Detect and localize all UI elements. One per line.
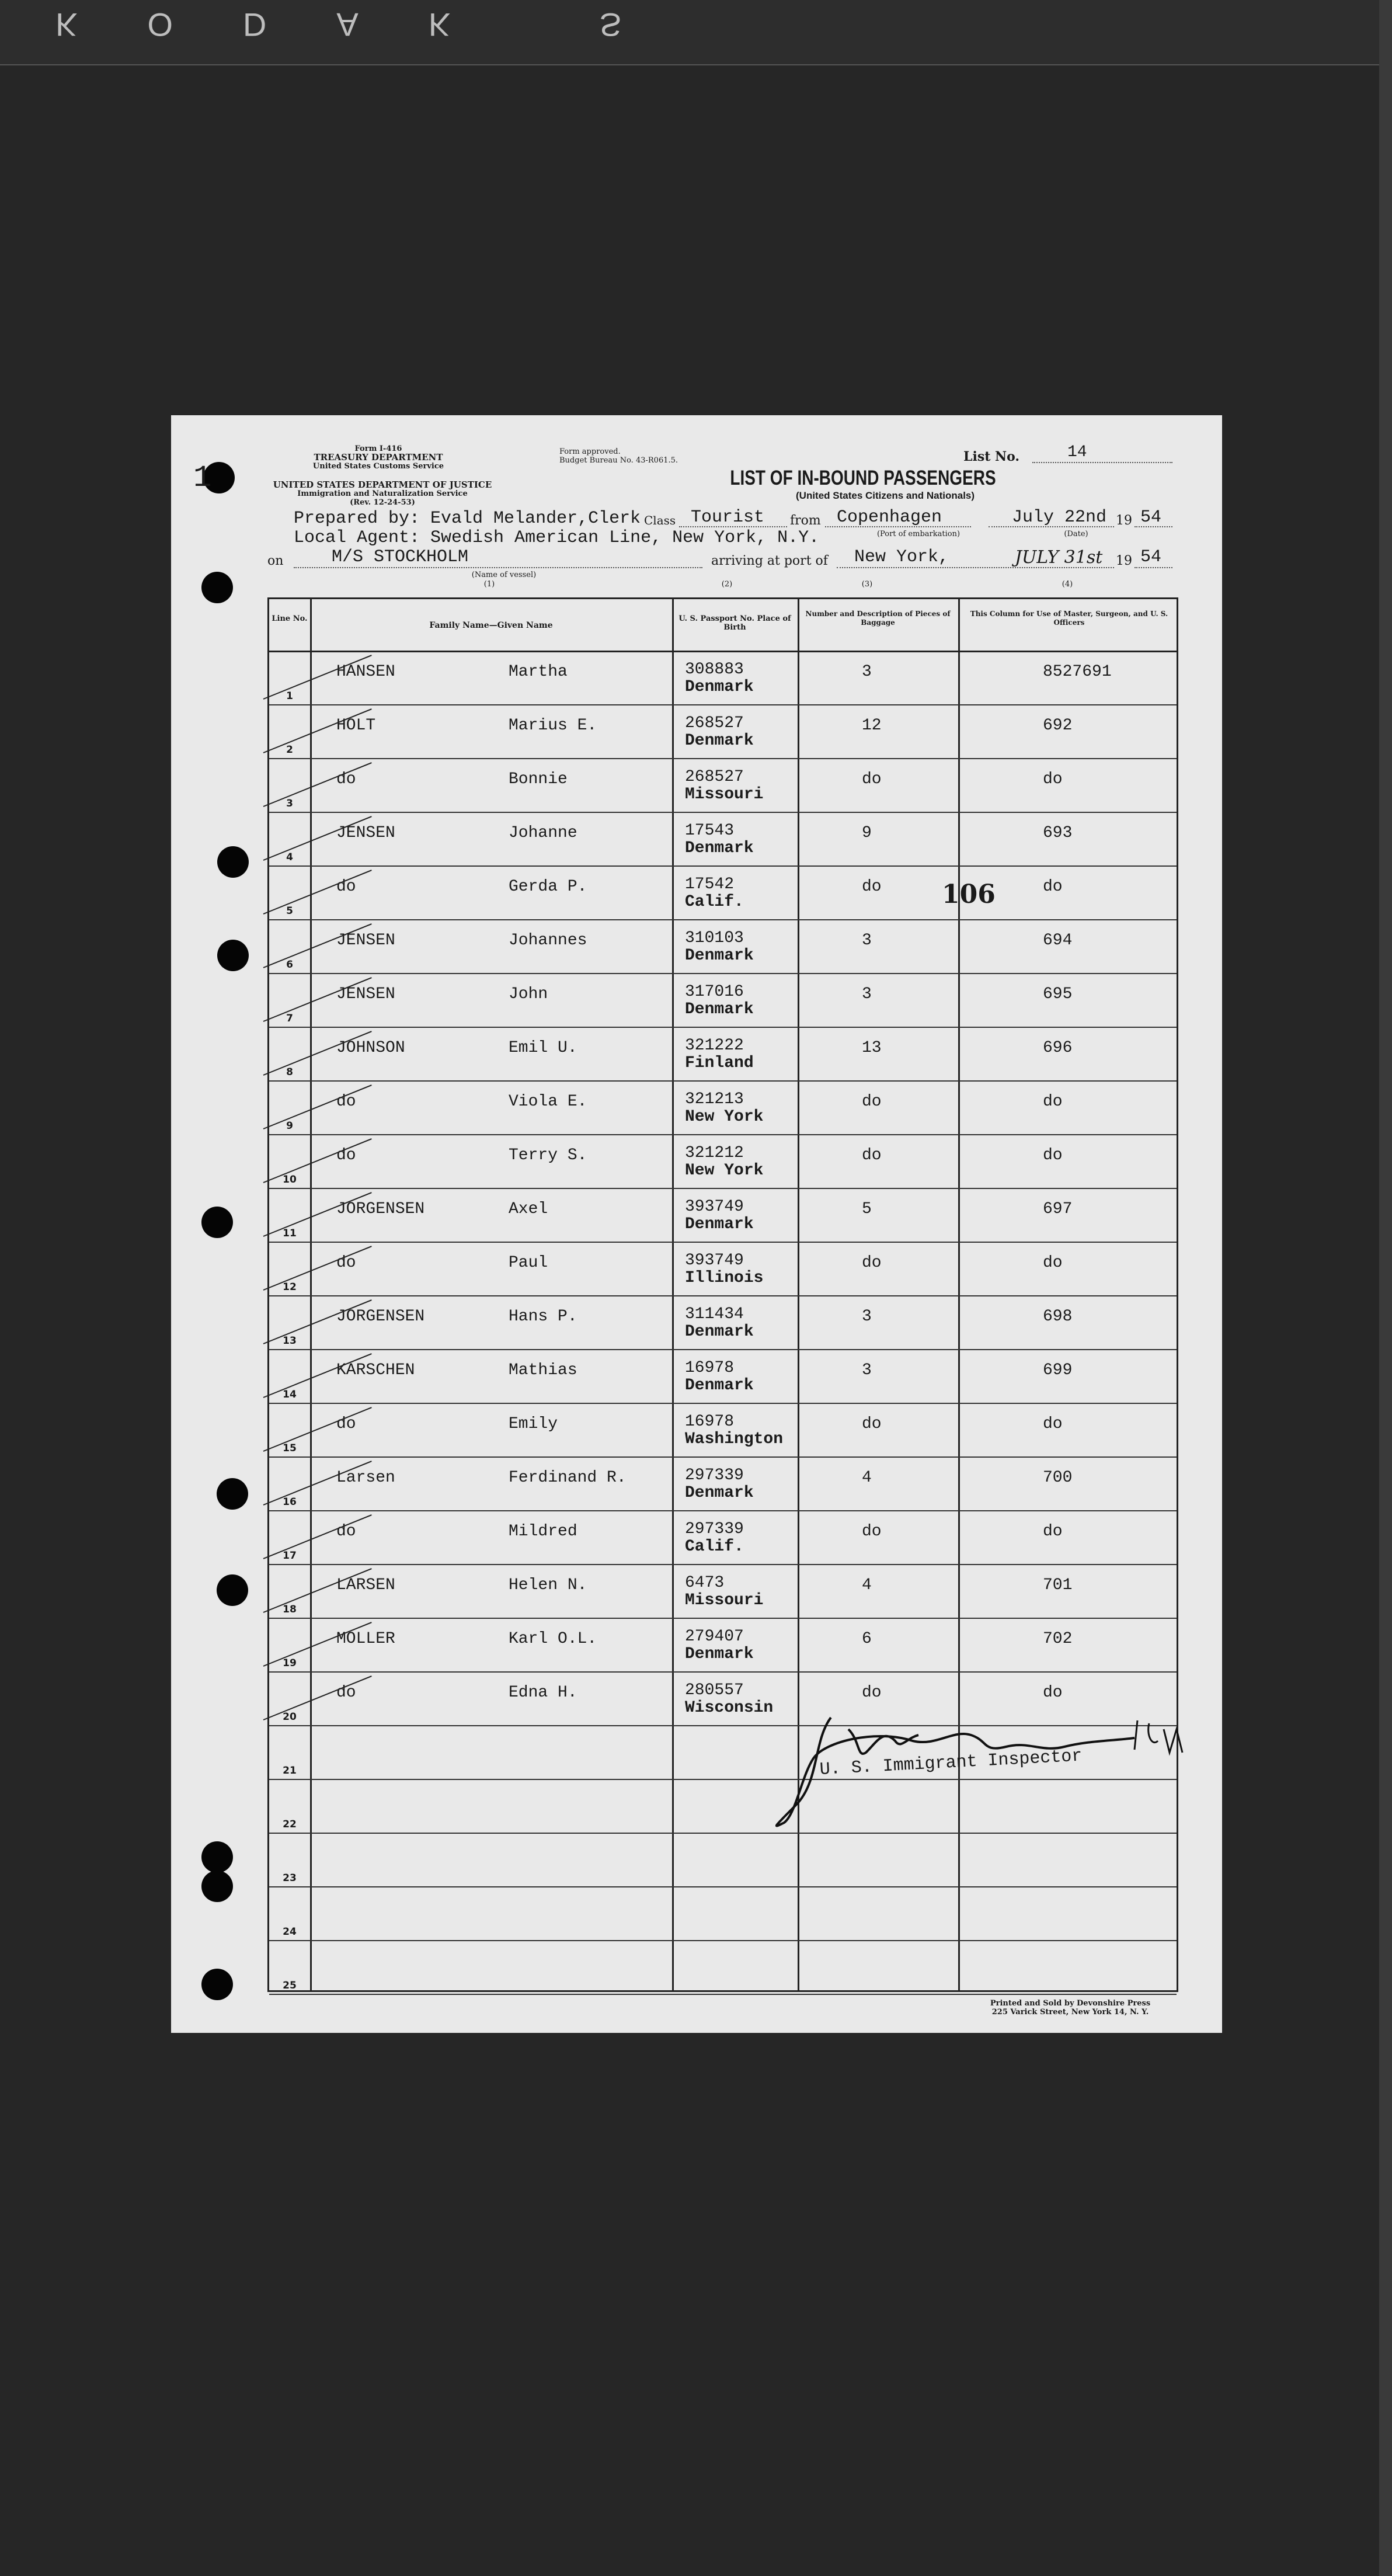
list-no-value: 14 bbox=[1067, 443, 1087, 461]
given-name: Terry S. bbox=[509, 1146, 587, 1164]
given-name: Axel bbox=[509, 1200, 548, 1218]
arrival-year-prefix: 19 bbox=[1116, 554, 1132, 568]
family-name: LARSEN bbox=[336, 1576, 395, 1594]
table-row bbox=[269, 1510, 1177, 1564]
passport-number: 321212 bbox=[685, 1144, 744, 1162]
table-row bbox=[269, 1940, 1177, 1994]
punch-hole bbox=[217, 1478, 248, 1510]
baggage-count: 13 bbox=[862, 1039, 882, 1057]
family-name: MOLLER bbox=[336, 1630, 395, 1648]
line-number: 15 bbox=[283, 1442, 297, 1454]
line-number: 5 bbox=[286, 905, 293, 917]
family-name: JORGENSEN bbox=[336, 1200, 425, 1218]
form-approved: Form approved. Budget Bureau No. 43-R061.5. bbox=[559, 447, 678, 465]
line-number: 22 bbox=[283, 1819, 297, 1830]
vessel-name: M/S STOCKHOLM bbox=[332, 547, 469, 567]
passport-number: 297339 bbox=[685, 1520, 744, 1538]
officer-entry: 700 bbox=[1043, 1469, 1073, 1487]
on-label: on bbox=[267, 554, 284, 568]
inspector-label: U. S. Immigrant Inspector bbox=[819, 1746, 1083, 1780]
line-number: 6 bbox=[286, 959, 293, 971]
place-of-birth: Denmark bbox=[685, 732, 754, 750]
given-name: Marius E. bbox=[509, 717, 597, 735]
punch-hole bbox=[201, 1969, 233, 2000]
line-number: 17 bbox=[283, 1550, 297, 1562]
passport-number: 311434 bbox=[685, 1305, 744, 1323]
film-right-edge bbox=[1379, 0, 1392, 2576]
line-number: 18 bbox=[283, 1604, 297, 1615]
table-row bbox=[269, 1188, 1177, 1242]
baggage-count: 3 bbox=[862, 663, 872, 681]
officer-entry: 694 bbox=[1043, 931, 1073, 950]
local-agent: Local Agent: Swedish American Line, New York, N.Y. bbox=[294, 528, 820, 548]
date-label: (Date) bbox=[1064, 530, 1088, 538]
given-name: Ferdinand R. bbox=[509, 1469, 627, 1487]
given-name: Emily bbox=[509, 1415, 558, 1433]
given-name: Johanne bbox=[509, 824, 577, 842]
list-no-line bbox=[1032, 462, 1172, 463]
family-name: do bbox=[336, 1254, 356, 1272]
place-of-birth: Missouri bbox=[685, 785, 764, 804]
table-row bbox=[269, 1027, 1177, 1080]
baggage-count: do bbox=[862, 1093, 882, 1111]
depart-year: 54 bbox=[1140, 507, 1162, 527]
baggage-count: 3 bbox=[862, 985, 872, 1003]
table-row bbox=[269, 865, 1177, 919]
passport-number: 16978 bbox=[685, 1359, 735, 1377]
punch-hole bbox=[217, 1574, 248, 1606]
baggage-count: do bbox=[862, 1415, 882, 1433]
baggage-count: do bbox=[862, 1684, 882, 1702]
line-number: 21 bbox=[283, 1765, 297, 1777]
officer-entry: 698 bbox=[1043, 1308, 1073, 1326]
passport-number: 321213 bbox=[685, 1090, 744, 1108]
line-number: 9 bbox=[286, 1120, 293, 1132]
place-of-birth: Denmark bbox=[685, 1645, 754, 1663]
from-label: from bbox=[790, 513, 821, 528]
given-name: Gerda P. bbox=[509, 878, 587, 896]
family-name: JENSEN bbox=[336, 931, 395, 950]
place-of-birth: New York bbox=[685, 1162, 764, 1180]
family-name: do bbox=[336, 1684, 356, 1702]
officer-entry: 8527691 bbox=[1043, 663, 1112, 681]
family-name: do bbox=[336, 1093, 356, 1111]
passport-number: 317016 bbox=[685, 983, 744, 1001]
baggage-count: 12 bbox=[862, 717, 882, 735]
baggage-count: 6 bbox=[862, 1630, 872, 1648]
table-row bbox=[269, 1134, 1177, 1188]
passport-number: 268527 bbox=[685, 768, 744, 786]
arrival-port: New York, bbox=[854, 547, 949, 567]
col-header-name: Family Name—Given Name bbox=[429, 621, 553, 630]
film-edge bbox=[0, 0, 1392, 65]
place-of-birth: Missouri bbox=[685, 1591, 764, 1609]
family-name: do bbox=[336, 1415, 356, 1433]
line-number: 24 bbox=[283, 1926, 297, 1938]
arriving-label: arriving at port of bbox=[711, 554, 828, 568]
place-of-birth: Denmark bbox=[685, 1323, 754, 1341]
place-of-birth: Denmark bbox=[685, 947, 754, 965]
baggage-count: 3 bbox=[862, 1361, 872, 1379]
passport-number: 279407 bbox=[685, 1628, 744, 1646]
line-number: 8 bbox=[286, 1066, 293, 1078]
place-of-birth: Calif. bbox=[685, 1538, 744, 1556]
family-name: JOHNSON bbox=[336, 1039, 405, 1057]
punch-hole bbox=[217, 846, 249, 878]
line-number: 13 bbox=[283, 1335, 297, 1347]
given-name: Mathias bbox=[509, 1361, 577, 1379]
table-row bbox=[269, 973, 1177, 1027]
col-header-passport: U. S. Passport No. Place of Birth bbox=[678, 614, 791, 632]
port-embark-label: (Port of embarkation) bbox=[876, 530, 961, 538]
officer-entry: do bbox=[1043, 1254, 1063, 1272]
family-name: do bbox=[336, 878, 356, 896]
page-subtitle: (United States Citizens and Nationals) bbox=[796, 490, 975, 501]
given-name: Helen N. bbox=[509, 1576, 587, 1594]
place-of-birth: Denmark bbox=[685, 839, 754, 857]
officer-entry: do bbox=[1043, 878, 1063, 896]
baggage-count: do bbox=[862, 1522, 882, 1541]
given-name: Johannes bbox=[509, 931, 587, 950]
class-label: Class bbox=[644, 513, 676, 527]
table-row bbox=[269, 1080, 1177, 1134]
class-value: Tourist bbox=[691, 507, 765, 527]
place-of-birth: Wisconsin bbox=[685, 1699, 774, 1717]
place-of-birth: Denmark bbox=[685, 1000, 754, 1018]
printer-credit: Printed and Sold by Devonshire Press 225 Varick Street, New York 14, N. Y. bbox=[990, 1999, 1151, 2017]
given-name: Bonnie bbox=[509, 770, 568, 788]
given-name: Mildred bbox=[509, 1522, 577, 1541]
given-name: Karl O.L. bbox=[509, 1630, 597, 1648]
line-number: 14 bbox=[283, 1389, 297, 1400]
given-name: Edna H. bbox=[509, 1684, 577, 1702]
col-header-baggage: Number and Description of Pieces of Baggage bbox=[805, 610, 951, 627]
passport-number: 297339 bbox=[685, 1466, 744, 1485]
officer-entry: 701 bbox=[1043, 1576, 1073, 1594]
given-name: Martha bbox=[509, 663, 568, 681]
passport-number: 393749 bbox=[685, 1198, 744, 1216]
line-number: 3 bbox=[286, 798, 293, 809]
family-name: JORGENSEN bbox=[336, 1308, 425, 1326]
table-row bbox=[269, 1349, 1177, 1403]
prepared-by: Prepared by: Evald Melander,Clerk bbox=[294, 509, 641, 529]
given-name: Hans P. bbox=[509, 1308, 577, 1326]
officer-entry: 693 bbox=[1043, 824, 1073, 842]
punch-hole bbox=[201, 572, 233, 603]
place-of-birth: Denmark bbox=[685, 1376, 754, 1395]
col-mark-3: (3) bbox=[861, 580, 873, 589]
col-mark-2: (2) bbox=[721, 580, 733, 589]
baggage-count: 3 bbox=[862, 931, 872, 950]
place-of-birth: Finland bbox=[685, 1054, 754, 1072]
given-name: Viola E. bbox=[509, 1093, 587, 1111]
passport-number: 17542 bbox=[685, 875, 735, 894]
officer-entry: 697 bbox=[1043, 1200, 1073, 1218]
col-mark-4: (4) bbox=[1062, 580, 1073, 589]
punch-hole bbox=[217, 940, 249, 971]
line-number: 19 bbox=[283, 1657, 297, 1669]
officer-entry: do bbox=[1043, 1146, 1063, 1164]
list-no-label: List No. bbox=[963, 449, 1020, 464]
line-number: 16 bbox=[283, 1496, 297, 1508]
baggage-count: do bbox=[862, 1254, 882, 1272]
passport-number: 310103 bbox=[685, 929, 744, 947]
officer-entry: do bbox=[1043, 1415, 1063, 1433]
officer-entry: do bbox=[1043, 1093, 1063, 1111]
line-number: 25 bbox=[283, 1980, 297, 1991]
officer-entry: 695 bbox=[1043, 985, 1073, 1003]
col-mark-1: (1) bbox=[483, 580, 495, 589]
family-name: do bbox=[336, 1522, 356, 1541]
family-name: HOLT bbox=[336, 717, 376, 735]
table-row bbox=[269, 919, 1177, 973]
punch-hole bbox=[201, 1841, 233, 1873]
passport-number: 268527 bbox=[685, 714, 744, 732]
table-row bbox=[269, 1456, 1177, 1510]
baggage-count: 9 bbox=[862, 824, 872, 842]
line-number: 4 bbox=[286, 851, 293, 863]
family-name: do bbox=[336, 1146, 356, 1164]
table-row bbox=[269, 1886, 1177, 1940]
passport-number: 321222 bbox=[685, 1037, 744, 1055]
depart-date: July 22nd bbox=[1012, 507, 1107, 527]
form-id-block: Form I-416 TREASURY DEPARTMENT United States Customs Service bbox=[312, 444, 444, 471]
passport-number: 6473 bbox=[685, 1574, 725, 1592]
passport-number: 17543 bbox=[685, 822, 735, 840]
margin-number: 1 bbox=[193, 461, 212, 495]
family-name: do bbox=[336, 770, 356, 788]
arrival-date: JULY 31st bbox=[1015, 547, 1103, 568]
family-name: KARSCHEN bbox=[336, 1361, 415, 1379]
table-row bbox=[269, 812, 1177, 865]
table-row bbox=[269, 1833, 1177, 1886]
table-row bbox=[269, 651, 1177, 704]
col-header-line: Line No. bbox=[272, 614, 308, 623]
place-of-birth: Denmark bbox=[685, 1484, 754, 1502]
family-name: HANSEN bbox=[336, 663, 395, 681]
officer-entry: do bbox=[1043, 770, 1063, 788]
given-name: Emil U. bbox=[509, 1039, 577, 1057]
embark-port: Copenhagen bbox=[837, 507, 942, 527]
line-number: 11 bbox=[283, 1228, 297, 1239]
table-row bbox=[269, 704, 1177, 758]
baggage-count: 3 bbox=[862, 1308, 872, 1326]
baggage-count: do bbox=[862, 878, 882, 896]
table-row bbox=[269, 1618, 1177, 1671]
passport-number: 280557 bbox=[685, 1681, 744, 1699]
line-number: 7 bbox=[286, 1013, 293, 1024]
place-of-birth: New York bbox=[685, 1108, 764, 1126]
officer-entry: 692 bbox=[1043, 717, 1073, 735]
table-row bbox=[269, 1295, 1177, 1349]
line-number: 10 bbox=[283, 1174, 297, 1186]
stamp-number: 106 bbox=[942, 879, 996, 909]
vessel-label: (Name of vessel) bbox=[471, 571, 537, 579]
line-number: 12 bbox=[283, 1281, 297, 1293]
given-name: John bbox=[509, 985, 548, 1003]
table-row bbox=[269, 1403, 1177, 1456]
place-of-birth: Denmark bbox=[685, 678, 754, 696]
table-row bbox=[269, 758, 1177, 812]
family-name: Larsen bbox=[336, 1469, 395, 1487]
table-row bbox=[269, 1242, 1177, 1295]
passport-number: 308883 bbox=[685, 660, 744, 679]
passport-number: 16978 bbox=[685, 1413, 735, 1431]
officer-entry: 696 bbox=[1043, 1039, 1073, 1057]
punch-hole bbox=[201, 1207, 233, 1238]
officer-entry: do bbox=[1043, 1684, 1063, 1702]
line-number: 1 bbox=[286, 690, 293, 702]
officer-entry: 699 bbox=[1043, 1361, 1073, 1379]
given-name: Paul bbox=[509, 1254, 548, 1272]
family-name: JENSEN bbox=[336, 985, 395, 1003]
place-of-birth: Washington bbox=[685, 1430, 784, 1448]
place-of-birth: Denmark bbox=[685, 1215, 754, 1233]
baggage-count: do bbox=[862, 770, 882, 788]
punch-hole bbox=[201, 1871, 233, 1902]
year-prefix: 19 bbox=[1116, 513, 1132, 528]
line-number: 23 bbox=[283, 1872, 297, 1884]
family-name: JENSEN bbox=[336, 824, 395, 842]
line-number: 20 bbox=[283, 1711, 297, 1723]
table-row bbox=[269, 1564, 1177, 1618]
passport-number: 393749 bbox=[685, 1252, 744, 1270]
line-number: 2 bbox=[286, 744, 293, 756]
baggage-count: do bbox=[862, 1146, 882, 1164]
baggage-count: 5 bbox=[862, 1200, 872, 1218]
baggage-count: 4 bbox=[862, 1469, 872, 1487]
col-header-officers: This Column for Use of Master, Surgeon, and U. S. Officers bbox=[970, 610, 1168, 627]
officer-entry: do bbox=[1043, 1522, 1063, 1541]
passenger-list-document bbox=[171, 415, 1222, 2033]
officer-entry: 702 bbox=[1043, 1630, 1073, 1648]
film-edge-label: KODAK S bbox=[55, 6, 691, 43]
page-title: LIST OF IN-BOUND PASSENGERS bbox=[730, 467, 996, 489]
place-of-birth: Illinois bbox=[685, 1269, 764, 1287]
department-block: UNITED STATES DEPARTMENT OF JUSTICE Immigration and Naturalization Service (Rev. 12-24-53) bbox=[273, 479, 492, 507]
place-of-birth: Calif. bbox=[685, 893, 744, 911]
arrival-year: 54 bbox=[1140, 547, 1162, 567]
baggage-count: 4 bbox=[862, 1576, 872, 1594]
